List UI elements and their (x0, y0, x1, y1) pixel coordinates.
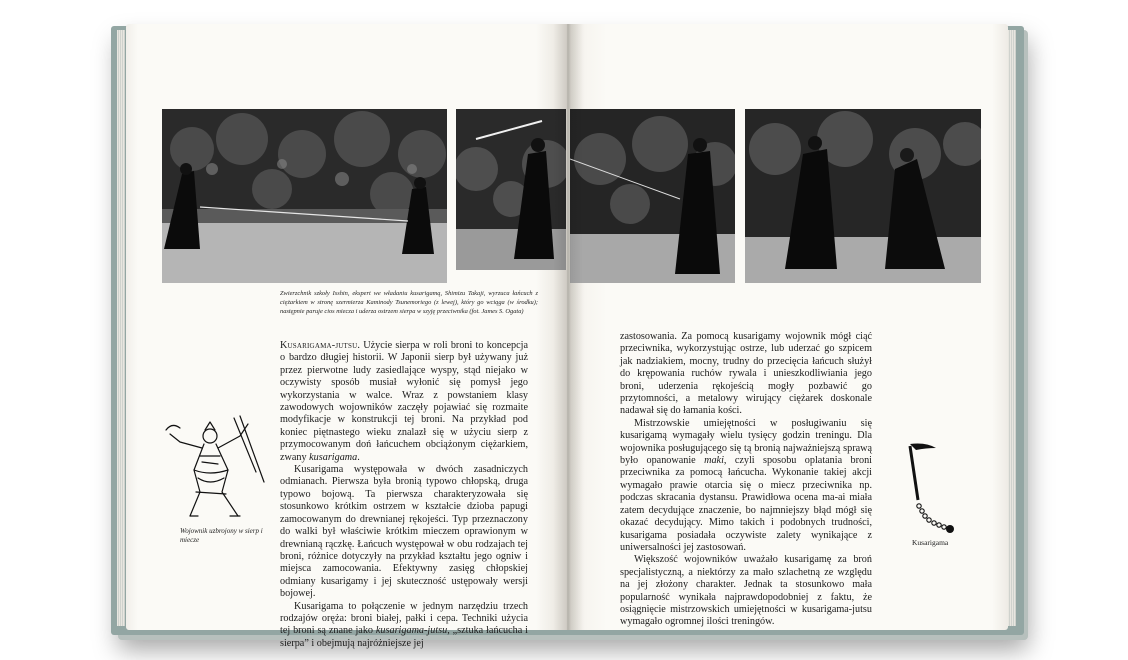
right-paragraph-2-end: , czyli sposobu oplatania broni przeciwnika za pomocą łańcucha. Wykonanie takiej akcji wymagało prawie otarcia się o miecz przeciwnika np. podczas skracania dystansu. Prawidłowa ocena ma-ai miała zatem decydujące znaczenie, bo najmniejszy błąd mógł się okazać decydujący. Mimo takich i podobnych trudności, kusarigama posiadała oczywiste zalety wynikające z uniwersalności jej zastosowań. (620, 455, 872, 553)
right-paragraph-2 (620, 418, 872, 554)
kusarigama-illustration (896, 440, 956, 540)
warrior-caption: Wojownik uzbrojony w sierp i miecze (180, 527, 263, 544)
left-page-edges (117, 30, 125, 626)
photo-frame-3 (570, 109, 735, 283)
photo-frame-2 (456, 109, 566, 270)
left-paragraph-1-text: Użycie sierpa w roli broni to koncepcja o bardzo długiej historii. W Japonii sierp był używany już przez pierwotne ludy zasiedlające wyspy, stąd niejako w oczywisty sposób musiał wyłonić się pomysł jego wykorzystania w walce. Wraz z powstaniem klasy zawodowych wojowników zaczęły pojawiać się rozmaite modyfikacje w konstrukcji tej broni. Na przykład pod koniec piętnastego wieku znalazł się w użyciu sierp z przymocowanym doń łańcuchem obciążonym ciężarkiem, zwany (280, 340, 528, 463)
left-page-text (280, 340, 528, 650)
photo-frame-1 (162, 109, 447, 283)
warrior-illustration (160, 412, 270, 522)
term-kusarigama-jutsu: kusarigama-jutsu (375, 625, 448, 637)
photo-frame-4 (745, 109, 981, 283)
right-page-edges (1008, 30, 1016, 626)
left-paragraph-1 (280, 340, 528, 464)
section-heading: Kusarigama-jutsu. (280, 340, 361, 351)
left-paragraph-1-end: . (357, 451, 360, 463)
left-paragraph-2: Kusarigama występowała w dwóch zasadniczych odmianach. Pierwsza była bronią typowo chłopską, druga typowo bojową. Ta pierwsza charakteryzowała się stosunkowo krótkim ostrzem w kształcie dzioba papugi zamocowanym do drewnianej rękojeści. Typ przeznaczony do walki był właściwie krótkim mieczem oprawionym w drewnianą rączkę. Łańcuch występował w obu rodzajach tej broni, różnice dotyczyły na przykład kształtu jego ogniw i miejsca zamocowania. Efektywny zasięg chłopskiej odmiany kusarigamy i jej skuteczność ustępowały wersji bojowej. (280, 464, 528, 600)
left-paragraph-3-text: Kusarigama to połączenie w jednym narzędziu trzech rodzajów oręża: broni białej, pałki i cepa. Techniki użycia tej broni są znane jako (280, 600, 528, 637)
left-paragraph-3-end: , „sztuka łańcucha i sierpa” i obejmują najróżniejsze jej (280, 625, 529, 649)
left-paragraph-3 (280, 601, 528, 651)
right-page-text (620, 331, 872, 629)
photo-caption: Zwierzchnik szkoły Isshin, ekspert we władaniu kusarigamą, Shimizu Takaji, wyrzuca łańcuch z ciężarkiem w stronę szermierza Kaminody Tsunemoriego (z lewej), który go wciąga (w środku); następnie paruje cios miecza i uderza ostrzem sierpa w szyję przeciwnika (fot. James S. Ogata) (280, 290, 538, 315)
term-kusarigama: kusarigama (309, 451, 358, 463)
right-paragraph-3: Większość wojowników uważało kusarigamę za broń specjalistyczną, a niektórzy za mało szlachetną ze względu na jej złożony charakter. Jednak ta stosunkowo mała popularność wynikała najprawdopodobniej z faktu, że osiągnięcie mistrzowskich umiejętności w kusarigama-jutsu wymagało ogromnej ilości treningów. (620, 554, 872, 628)
right-paragraph-2-text: Mistrzowskie umiejętności w posługiwaniu się kusarigamą wymagały wielu tysięcy godzin treningu. Dla wojownika posługującego się tą bronią najważniejszą sprawą było opanowanie (620, 417, 872, 467)
kusarigama-caption: Kusarigama (912, 538, 949, 547)
right-paragraph-1: zastosowania. Za pomocą kusarigamy wojownik mógł ciąć przeciwnika, wykorzystując ostrze, lub uderzać go szpicem jak nadziakiem, mocny, trudny do przecięcia łańcuch służył do krępowania ruchów rywala i unieszkodliwiania jego broni, uderzenia rękojeścią mogły pozbawić go przytomności, a metalowy wirujący ciężarek doskonale nadawał się do łamania kości. (620, 331, 872, 417)
term-maki: maki (704, 455, 724, 467)
